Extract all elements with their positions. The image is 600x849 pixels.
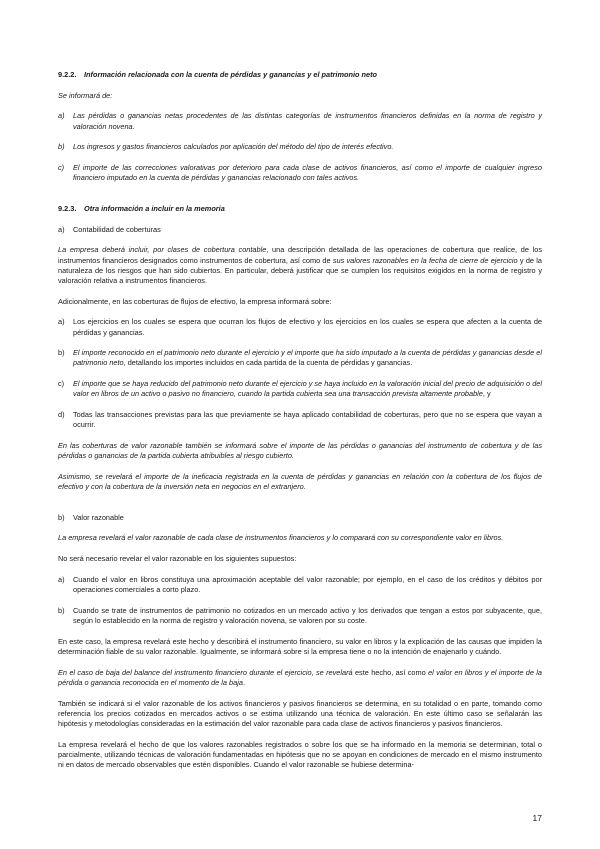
list-text: Las pérdidas o ganancias netas procedentes de las distintas categorías de instrumentos financieros definidas en la norma de registro y valoración novena. [73, 111, 542, 131]
list-label: a) [58, 111, 65, 121]
list-text: Todas las transacciones previstas para las que previamente se haya aplicado contabilidad de coberturas, pero que no se espera que vayan a ocurrir. [73, 410, 542, 430]
list-item [58, 317, 542, 337]
list-label: b) [58, 348, 65, 358]
section-heading-9-2-3 [58, 204, 542, 214]
list-item [58, 410, 542, 430]
paragraph [58, 245, 542, 286]
list-item [58, 111, 542, 131]
list-text: Cuando se trate de instrumentos de patrimonio no cotizados en un mercado activo y los derivados que tengan a estos por subyacente, que, según lo establecido en la norma de registro y valoración novena, se valoren por su coste. [73, 605, 542, 625]
list-item [58, 379, 542, 399]
text-run: , una descripción detallada de las operaciones de cobertura que realice, de los instrumentos financieros designados como instrumentos de cobertura, así como de [58, 245, 542, 265]
paragraph: La empresa revelará el valor razonable de cada clase de instrumentos financieros y lo comparará con su correspondiente valor en libros. [58, 533, 504, 543]
paragraph: La empresa revelará el hecho de que los valores razonables registrados o sobre los que se ha informado en la memoria se determinan, total o parcialmente, utilizando técnicas de valoración fundamentadas en hipótesis que no se apoyan en condiciones de mercado en el mismo instrumento ni en datos de mercado observables que estén disponibles. Cuando el valor razonable se hubiese determina- [58, 739, 542, 770]
subsection-label: a) [58, 224, 65, 234]
text-run: y de la naturaleza de los riesgos que han sido cubiertos. En particular, deberá justificar que se cumplen los requisitos exigidos en la norma de registro y valoración relativa a instrumentos financieros. [58, 255, 542, 285]
subsection-label: b) [58, 512, 65, 522]
indented-paragraph [58, 668, 542, 688]
list-label: a) [58, 574, 65, 584]
section-title: Otra información a incluir en la memoria [84, 203, 225, 213]
list-label: c) [58, 379, 65, 389]
list-text: Cuando el valor en libros constituya una aproximación aceptable del valor razonable; por ejemplo, en el caso de los créditos y débitos por operaciones comerciales a corto plazo. [73, 574, 542, 595]
subsection-title: Valor razonable [73, 512, 124, 522]
list-label: a) [58, 317, 65, 327]
list-text [73, 348, 542, 368]
paragraph: Adicionalmente, en las coberturas de flujos de efectivo, la empresa informará sobre: [58, 296, 332, 306]
list-item [58, 142, 542, 152]
list-label: c) [58, 163, 65, 173]
list-item [58, 575, 542, 595]
list-label: b) [58, 605, 65, 615]
text-run: sus valores razonables en la fecha de cierre de ejercicio [332, 255, 518, 265]
subsection-heading-coberturas [58, 225, 542, 235]
section-number: 9.2.3. [58, 203, 77, 213]
list-label: b) [58, 142, 65, 152]
section-intro: Se informará de: [58, 90, 113, 100]
text-run: , y [482, 389, 491, 399]
list-text: El importe de las correcciones valorativas por deterioro para cada clase de activos financieros, así como el importe de cualquier ingreso financiero imputado en la cuenta de pérdidas y ganancias relacionado con tales activos. [73, 163, 542, 183]
text-run: , detallando los importes incluidos en cada partida de la cuenta de pérdidas y ganancias. [123, 358, 413, 368]
subsection-heading-valor-razonable [58, 513, 542, 523]
list-label: d) [58, 410, 65, 420]
list-item [58, 606, 542, 626]
text-run: este hecho, así como [352, 667, 429, 677]
section-number: 9.2.2. [58, 70, 77, 79]
paragraph: Asimismo, se revelará el importe de la ineficacia registrada en la cuenta de pérdidas y ganancias en relación con la cobertura de los flujos de efectivo y con la cobertura de la inversión neta en negocios en el extranjero. [58, 471, 542, 492]
indented-paragraph: En este caso, la empresa revelará este hecho y describirá el instrumento financiero, su valor en libros y la explicación de las causas que impiden la determinación fiable de su valor razonable. Igualmente, se informará sobre si la empresa tiene o no la intención de enajenarlo y cuándo. [58, 636, 542, 656]
subsection-title: Contabilidad de coberturas [73, 224, 161, 234]
paragraph: En las coberturas de valor razonable también se informará sobre el importe de las pérdidas o ganancias del instrumento de cobertura y de las pérdidas o ganancias de la partida cubierta atribuibles al riesgo cubierto. [58, 440, 542, 461]
list-text [73, 379, 542, 399]
text-run: La empresa deberá incluir, por clases de cobertura contable [58, 245, 267, 255]
section-heading-9-2-2 [58, 70, 542, 80]
text-run: El importe reconocido en el patrimonio neto durante el ejercicio y el importe que ha sido imputado a la cuenta de pérdidas y ganancias desde el patrimonio neto [73, 348, 542, 368]
paragraph: No será necesario revelar el valor razonable en los siguientes supuestos: [58, 554, 297, 564]
list-item [58, 163, 542, 183]
list-item [58, 348, 542, 368]
list-text: Los ingresos y gastos financieros calculados por aplicación del método del tipo de interés efectivo. [73, 142, 394, 152]
text-run: En el caso de baja del balance del instrumento financiero durante el ejercicio, se revelará [58, 667, 353, 677]
page-number: 17 [532, 813, 542, 823]
paragraph: También se indicará si el valor razonable de los activos financieros y pasivos financieros se determina, en su totalidad o en parte, tomando como referencia los precios cotizados en mercados activos o se estima utilizando una técnica de valoración. En este último caso se señalarán las hipótesis y metodologías consideradas en la estimación del valor razonable para cada clase de activos financieros y pasivos financieros. [58, 698, 542, 728]
text-run: el valor en libros y el importe de la pérdida o ganancia reconocida en el momento de la baja [58, 667, 542, 687]
section-title: Información relacionada con la cuenta de pérdidas y ganancias y el patrimonio neto [84, 70, 378, 79]
text-run: El importe que se haya reducido del patrimonio neto durante el ejercicio y se haya incluido en la valoración inicial del precio de adquisición o del valor en libros de un activo o pasivo no financiero, cuando la partida cubierta sea una transacción prevista altamente probable [73, 379, 542, 399]
list-text: Los ejercicios en los cuales se espera que ocurran los flujos de efectivo y los ejercicios en los cuales se espera que afecten a la cuenta de pérdidas y ganancias. [73, 317, 542, 337]
text-run: . [242, 677, 245, 687]
